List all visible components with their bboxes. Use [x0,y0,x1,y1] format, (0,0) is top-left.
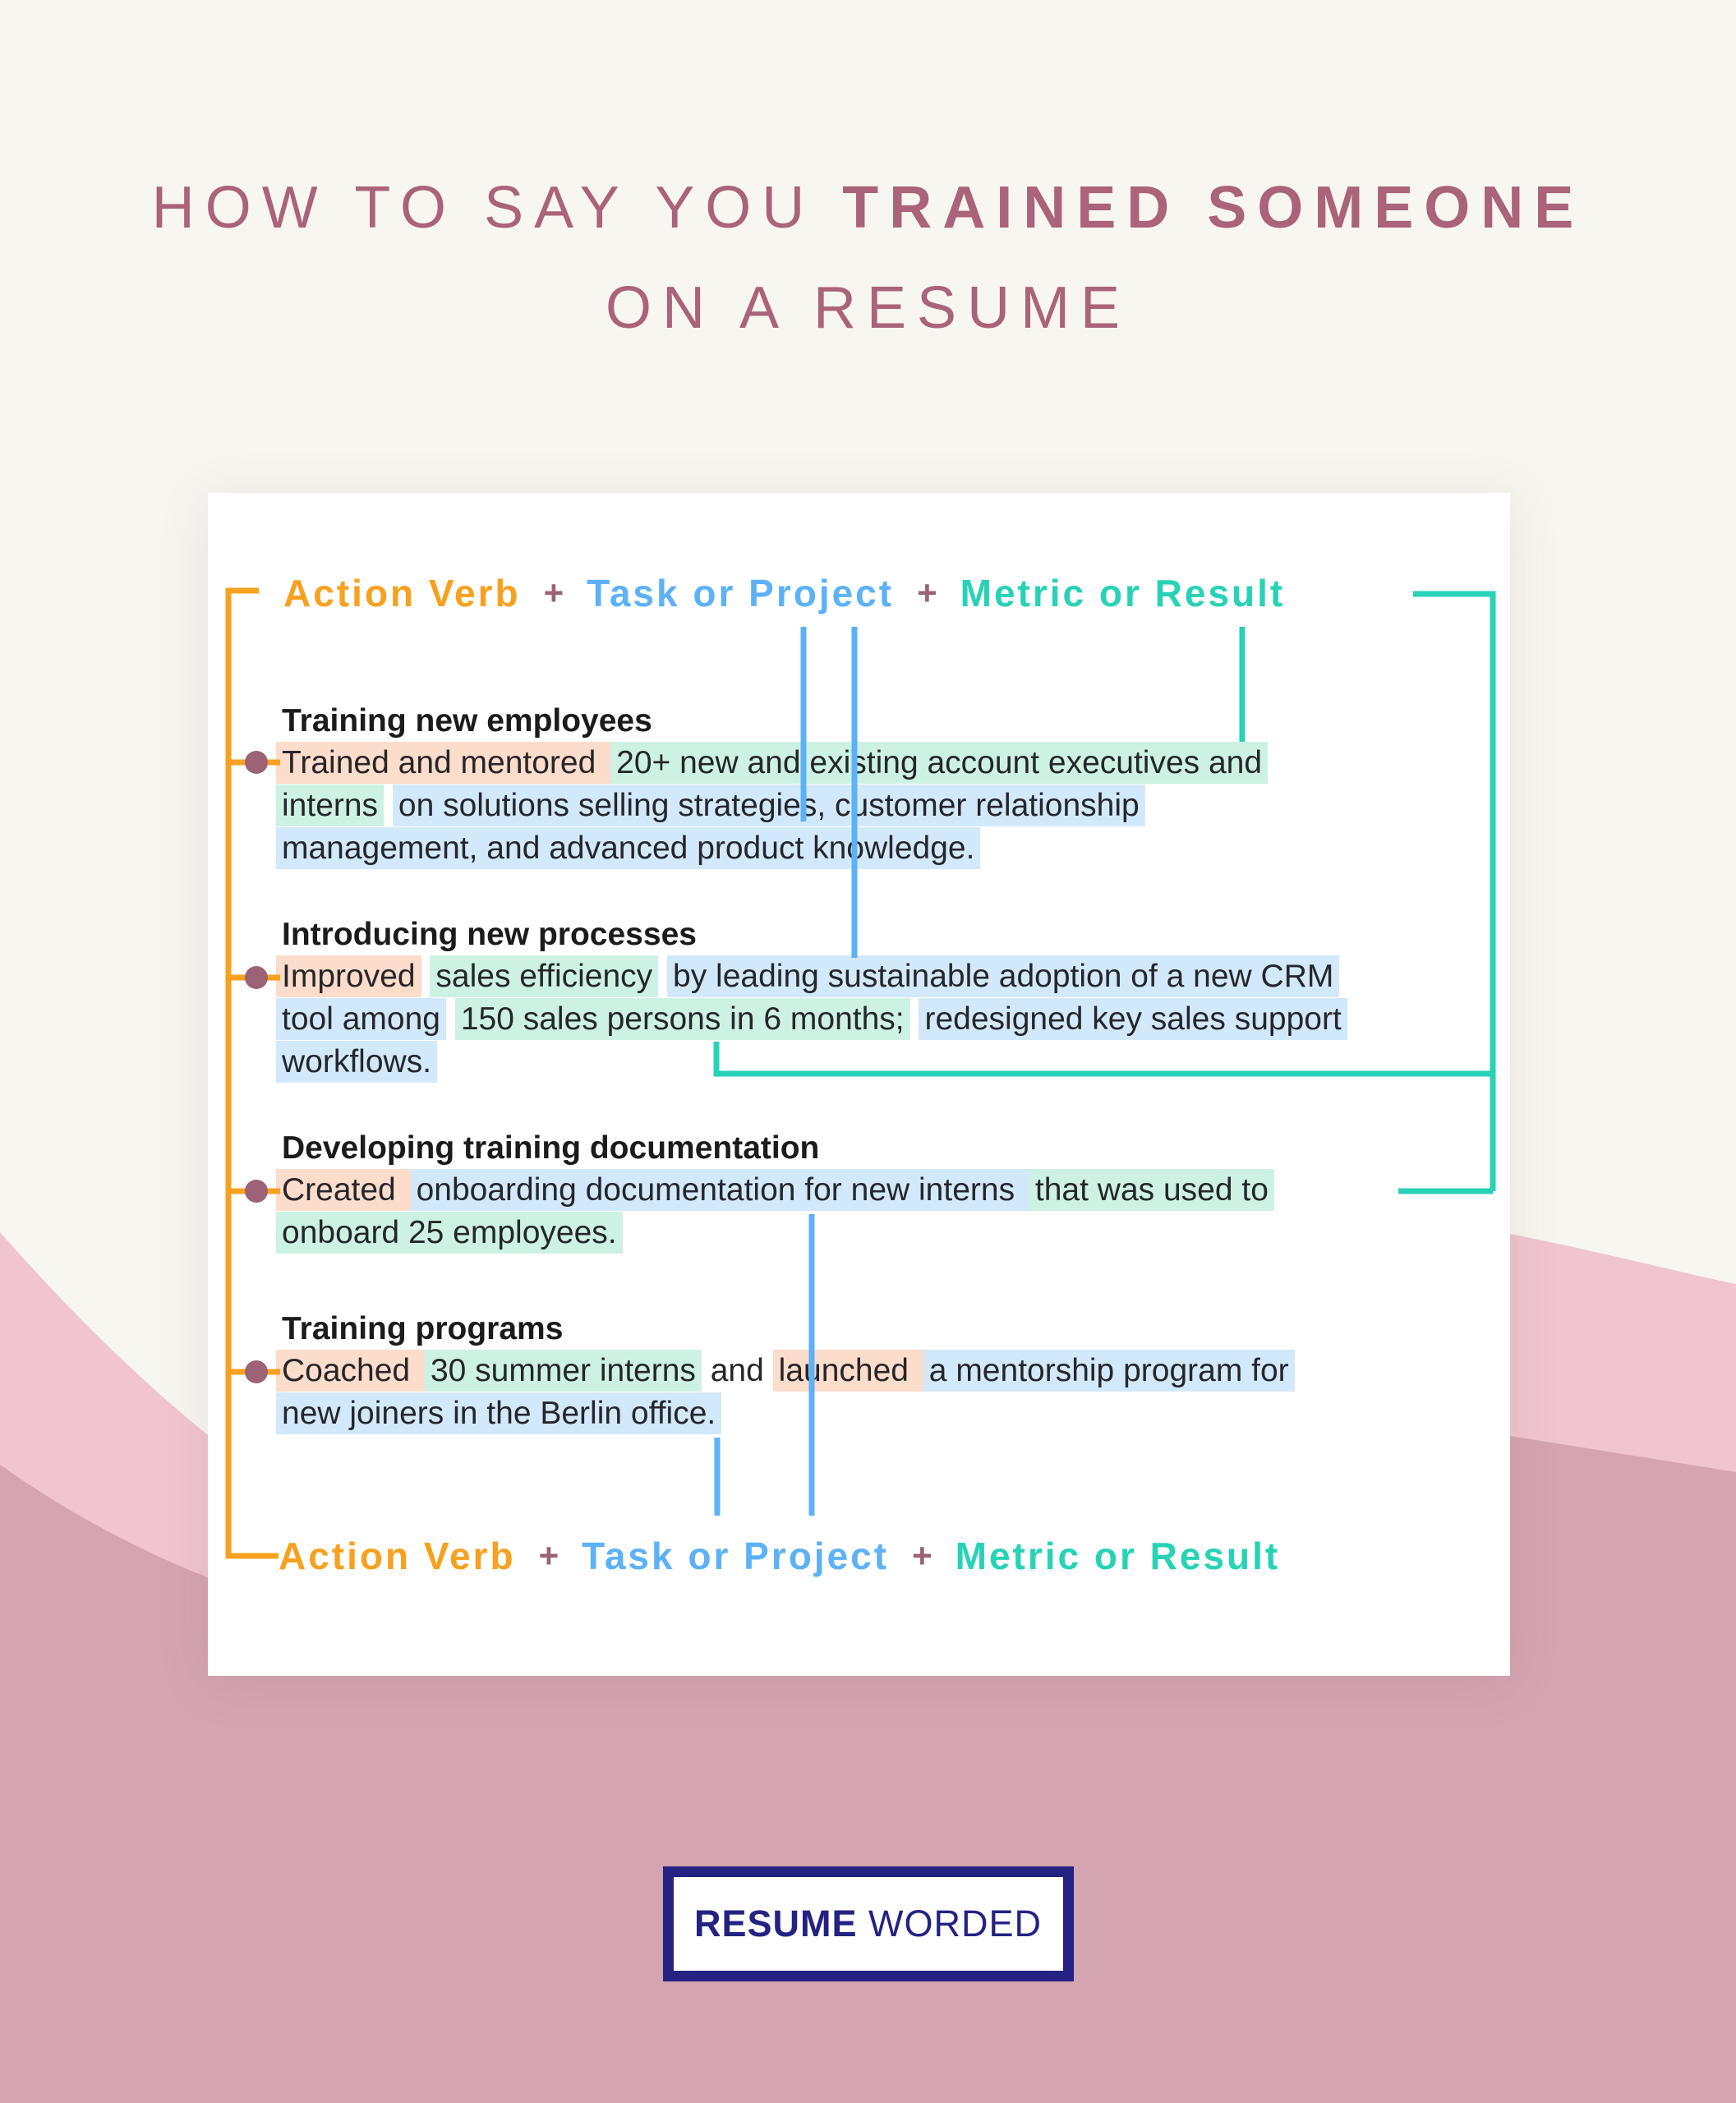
bullet-dots [245,751,268,1383]
section-heading: Developing training documentation [282,1130,820,1166]
resume-section [276,701,1485,870]
highlight-blue: redesigned key sales support [919,998,1347,1040]
action-verb-label: Action Verb [279,1535,516,1577]
bullet-line [276,742,1485,785]
resume-card [208,493,1510,1676]
plain-text [384,788,393,823]
action-verb-label: Action Verb [283,572,521,614]
formula-row-bottom [279,1533,1280,1579]
formula-row-top [283,570,1285,616]
resume-worded-logo [663,1866,1074,1981]
task-or-project-label: Task or Project [587,572,895,614]
bullet-line [276,827,1485,870]
highlight-blue: a mentorship program for [923,1350,1295,1392]
resume-section [276,914,1485,1084]
page-title [0,174,1736,342]
highlight-peach: launched [773,1350,923,1392]
highlight-blue: new joiners in the Berlin office. [276,1392,721,1434]
highlight-mint: 20+ new and existing account executives and [610,742,1268,784]
title-line1-regular: HOW TO SAY YOU [151,175,843,241]
highlight-mint: 30 summer interns [425,1350,702,1392]
highlight-blue: management, and advanced product knowledge. [276,827,980,869]
bullet-line [276,1350,1485,1392]
metric-or-result-label: Metric or Result [955,1535,1281,1577]
title-line1-bold: TRAINED SOMEONE [842,175,1585,241]
task-or-project-label: Task or Project [582,1535,890,1577]
bullet-line [276,1169,1485,1212]
plain-text [658,959,667,994]
resume-section [276,1309,1485,1435]
section-heading: Training new employees [282,703,652,739]
metric-connector-lines [716,594,1495,1191]
plus-sign: + [912,1536,932,1575]
connector-lines [208,493,1510,1676]
section-heading: Training programs [282,1311,564,1346]
highlight-peach: Created [276,1169,411,1211]
bullet-line [276,785,1485,827]
highlight-blue: on solutions selling strategies, customer relationship [393,785,1145,826]
plus-sign: + [543,573,564,612]
plain-text: and [701,1353,773,1388]
highlight-blue: workflows. [276,1041,437,1083]
highlight-blue: by leading sustainable adoption of a new CRM [667,955,1339,997]
bullet-line [276,955,1485,998]
plain-text [421,959,431,994]
highlight-peach: Trained and mentored [276,742,610,784]
logo-text-regular: WORDED [857,1903,1043,1944]
plus-sign: + [538,1536,559,1575]
title-line2: ON A RESUME [605,275,1131,341]
plus-sign: + [917,573,937,612]
metric-or-result-label: Metric or Result [960,572,1286,614]
bullet-line [276,998,1485,1041]
highlight-mint: 150 sales persons in 6 months; [455,998,910,1040]
highlight-peach: Improved [276,955,421,997]
highlight-blue: tool among [276,998,446,1040]
highlight-peach: Coached [276,1350,425,1392]
highlight-blue: onboarding documentation for new interns [411,1169,1029,1211]
logo-text-bold: RESUME [693,1903,858,1944]
plain-text [910,1001,919,1037]
bullet-line [276,1212,1485,1254]
highlight-mint: interns [276,785,384,826]
title-line1 [0,174,1736,242]
highlight-mint: sales efficiency [430,955,658,997]
resume-section [276,1128,1485,1254]
section-heading: Introducing new processes [282,917,697,952]
action-verb-bracket [228,591,280,1556]
bullet-line [276,1041,1485,1084]
plain-text [446,1001,455,1037]
highlight-mint: onboard 25 employees. [276,1212,623,1254]
bullet-line [276,1392,1485,1435]
highlight-mint: that was used to [1029,1169,1274,1211]
